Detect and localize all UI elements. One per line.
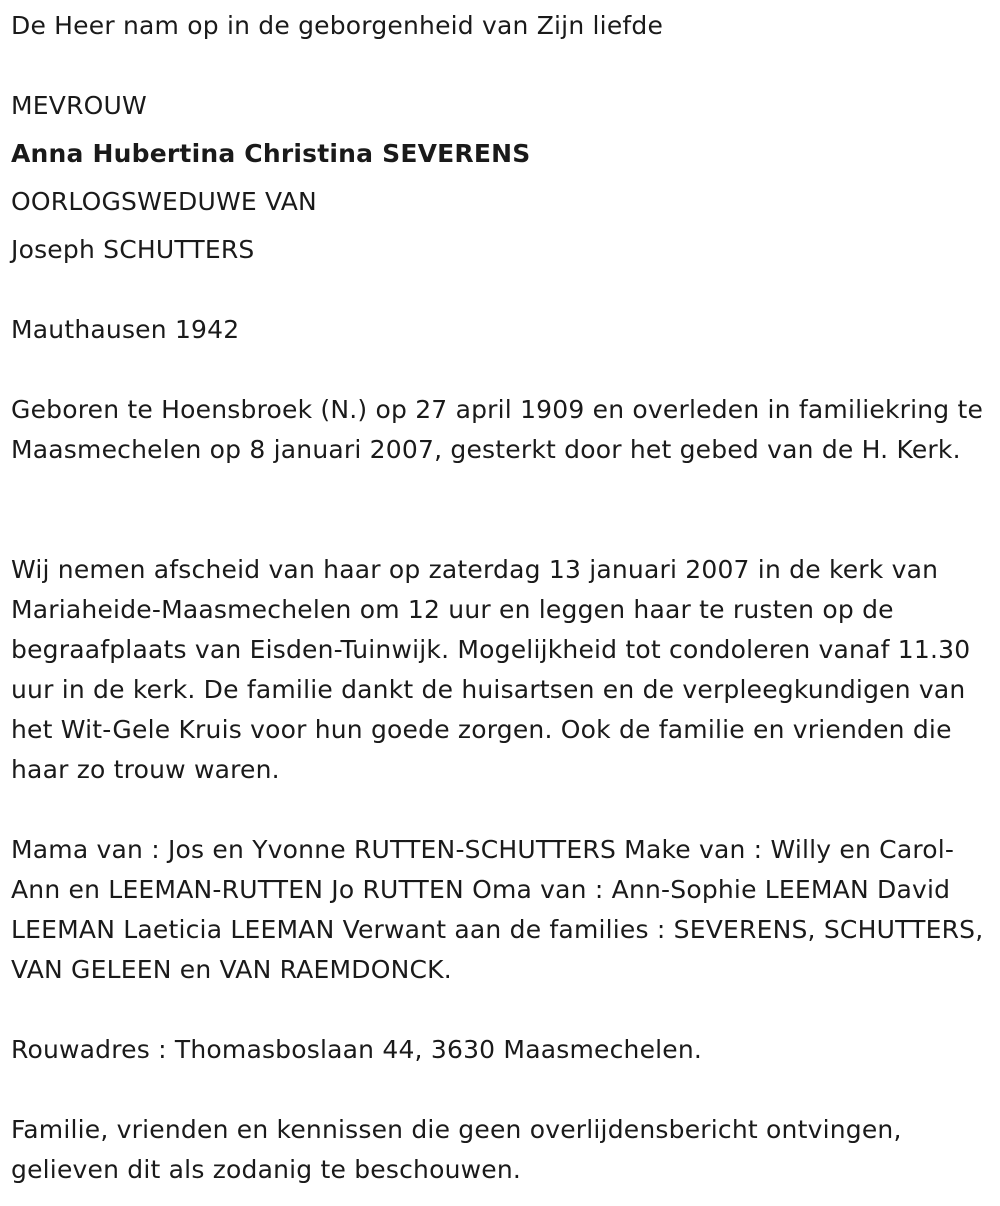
deceased-name: Anna Hubertina Christina SEVERENS <box>11 139 531 168</box>
address-line: Rouwadres : Thomasboslaan 44, 3630 Maasmechelen. <box>11 1035 703 1064</box>
relation-line: OORLOGSWEDUWE VAN <box>11 187 317 216</box>
family-paragraph: Mama van : Jos en Yvonne RUTTEN-SCHUTTERS Make van : Willy en Carol-Ann en LEEMAN-RUTTEN Jo RUTTEN Oma van : Ann-Sophie LEEMAN David LEEMAN Laeticia LEEMAN Verwant aan de families : SEVERENS, SCHUTTERS, VAN GELEEN en VAN RAEMDONCK. <box>11 835 984 984</box>
spouse-name: Joseph SCHUTTERS <box>11 235 255 264</box>
title-prefix: MEVROUW <box>11 91 147 120</box>
closing-paragraph: Familie, vrienden en kennissen die geen overlijdensbericht ontvingen, gelieven dit als zodanig te beschouwen. <box>11 1115 902 1184</box>
intro-line: De Heer nam op in de geborgenheid van Zijn liefde <box>11 11 664 40</box>
farewell-paragraph: Wij nemen afscheid van haar op zaterdag 13 januari 2007 in de kerk van Mariaheide-Maasmechelen om 12 uur en leggen haar te rusten op de begraafplaats van Eisden-Tuinwijk. Mogelijkheid tot condoleren vanaf 11.30 uur in de kerk. De familie dankt de huisartsen en de verpleegkundigen van het Wit-Gele Kruis voor hun goede zorgen. Ook de familie en vrienden die haar zo trouw waren. <box>11 555 971 784</box>
spouse-note: Mauthausen 1942 <box>11 315 240 344</box>
birth-death-paragraph: Geboren te Hoensbroek (N.) op 27 april 1909 en overleden in familiekring te Maasmechelen op 8 januari 2007, gesterkt door het gebed van de H. Kerk. <box>11 395 984 464</box>
